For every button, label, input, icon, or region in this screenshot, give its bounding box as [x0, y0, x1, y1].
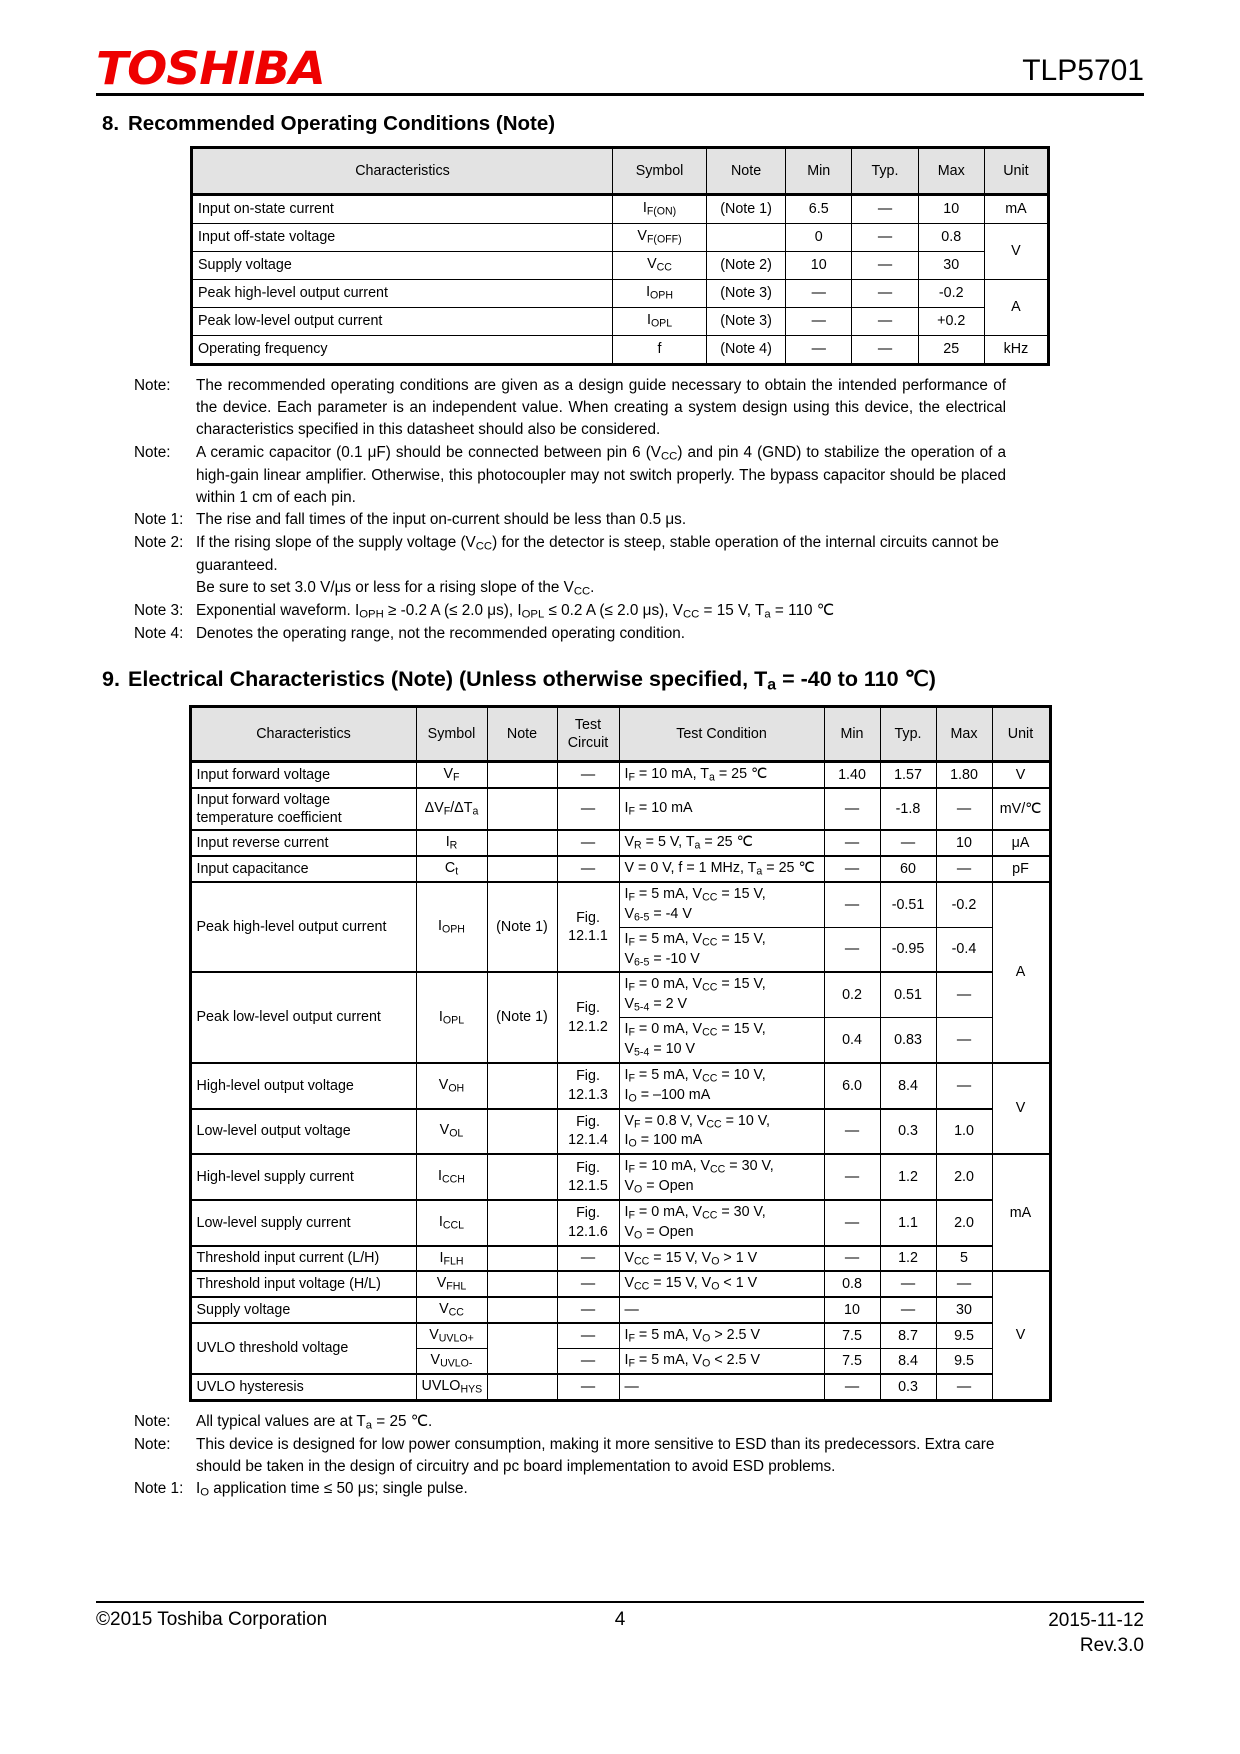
- col-min: Min: [786, 147, 852, 194]
- cell-min: —: [786, 335, 852, 364]
- cell-note: [487, 1063, 557, 1109]
- cell-max: —: [936, 1374, 992, 1400]
- note-2-part1: If the rising slope of the supply voltage (V: [196, 533, 476, 551]
- section-9-title-tail: = -40 to 110 ℃): [776, 667, 936, 692]
- electrical-characteristics-table: [189, 705, 1052, 1402]
- table-row: [190, 1271, 1050, 1297]
- cell-test-circuit: —: [557, 1348, 619, 1373]
- table-row: [190, 1154, 1050, 1200]
- cell-characteristics: Supply voltage: [192, 251, 613, 279]
- col-symbol: Symbol: [416, 706, 487, 761]
- cell-note: [707, 223, 786, 251]
- note-3-text: Exponential waveform. $I_{OPH} \ge -0.2$ A (≤ 2.0 μs), $I_{OPL} \le 0.2$ A (≤ 2.0 μs), $V_{CC} = 15$ V, $T_a = 110$ ℃: [196, 602, 834, 621]
- section-9-number: 9.: [102, 667, 120, 692]
- cell-symbol: $\Delta V_F/\Delta T_a$: [416, 788, 487, 831]
- section-8-title: Recommended Operating Conditions (Note): [128, 111, 556, 135]
- table-row: [190, 1109, 1050, 1155]
- cell-max: -0.2: [918, 279, 984, 307]
- note-b: [134, 442, 1144, 510]
- cell-min: —: [824, 1200, 880, 1246]
- cell-min: 0.8: [824, 1271, 880, 1297]
- copyright-text: ©2015 Toshiba Corporation: [96, 1609, 328, 1631]
- cell-min: —: [824, 882, 880, 927]
- note-1: [134, 1478, 1144, 1501]
- cell-typ: 8.4: [880, 1063, 936, 1109]
- cell-min: —: [824, 927, 880, 972]
- cell-characteristics: High-level output voltage: [190, 1063, 416, 1109]
- cell-test-circuit: —: [557, 1323, 619, 1348]
- cell-max: -0.2: [936, 882, 992, 927]
- section-9-notes: [134, 1411, 1144, 1502]
- cell-max: 30: [918, 251, 984, 279]
- cell-max: —: [936, 1018, 992, 1063]
- cell-test-condition: $I_F = 10$ mA, $T_a = 25$ ℃: [619, 761, 824, 787]
- cell-typ: —: [852, 307, 918, 335]
- cell-characteristics: Peak low-level output current: [192, 307, 613, 335]
- cell-unit: V: [984, 223, 1048, 279]
- cell-symbol: $V_{UVLO+}$: [416, 1323, 487, 1348]
- cell-max: 9.5: [936, 1323, 992, 1348]
- note-1-label: Note 1:: [134, 511, 184, 529]
- cell-test-condition: $V_{CC} = 15$ V, $V_O < 1$ V: [619, 1271, 824, 1297]
- cell-max: 1.0: [936, 1109, 992, 1155]
- cell-note: [487, 1200, 557, 1246]
- note-b-text: This device is designed for low power consumption, making it more sensitive to ESD than its predecessors. Extra care should be taken in the design of circuitry and pc board implementation to avoid ESD problems.: [196, 1435, 995, 1475]
- section-8-heading: [102, 112, 1144, 136]
- cell-min: —: [786, 279, 852, 307]
- cell-note: [487, 1374, 557, 1400]
- cell-max: 10: [918, 194, 984, 223]
- col-unit: Unit: [992, 706, 1050, 761]
- cell-typ: 1.1: [880, 1200, 936, 1246]
- cell-min: 0: [786, 223, 852, 251]
- note-a: [134, 1411, 1144, 1434]
- table-row: [190, 1200, 1050, 1246]
- cell-symbol: $I_{FLH}$: [416, 1246, 487, 1272]
- table-row: [192, 223, 1049, 251]
- cell-note: (Note 1): [487, 972, 557, 1062]
- cell-typ: —: [880, 1297, 936, 1323]
- cell-test-circuit: Fig. 12.1.3: [557, 1063, 619, 1109]
- cell-characteristics: Input forward voltage temperature coefficient: [190, 788, 416, 831]
- cell-test-condition: $V_R = 5$ V, $T_a = 25$ ℃: [619, 830, 824, 856]
- table-row: [192, 307, 1049, 335]
- col-max: Max: [918, 147, 984, 194]
- table-row: [190, 972, 1050, 1017]
- cell-max: 1.80: [936, 761, 992, 787]
- cell-typ: -0.95: [880, 927, 936, 972]
- cell-typ: —: [852, 279, 918, 307]
- cell-min: 10: [824, 1297, 880, 1323]
- cell-test-circuit: Fig. 12.1.5: [557, 1154, 619, 1200]
- cell-test-circuit: —: [557, 1271, 619, 1297]
- cell-note: (Note 1): [487, 882, 557, 972]
- cell-min: 7.5: [824, 1348, 880, 1373]
- note-2-line3-part1: Be sure to set 3.0 V/μs or less for a rising slope of the V: [196, 579, 574, 597]
- cell-min: 10: [786, 251, 852, 279]
- note-1-text: The rise and fall times of the input on-current should be less than 0.5 μs.: [196, 511, 687, 529]
- cell-characteristics: Low-level output voltage: [190, 1109, 416, 1155]
- cell-symbol: $I_{OPH}$: [613, 279, 707, 307]
- col-test-condition: Test Condition: [619, 706, 824, 761]
- footer-meta: [680, 1609, 1144, 1658]
- cell-note: [487, 1323, 557, 1374]
- cell-symbol: $UVLO_{HYS}$: [416, 1374, 487, 1400]
- cell-typ: 60: [880, 856, 936, 882]
- cell-test-condition: $I_F = 0$ mA, $V_{CC} = 15$ V, $V_{5-4} = 10$ V: [619, 1018, 824, 1063]
- table-header-row: [190, 706, 1050, 761]
- cell-characteristics: Peak low-level output current: [190, 972, 416, 1062]
- part-number: TLP5701: [1022, 53, 1144, 87]
- cell-unit: kHz: [984, 335, 1048, 364]
- note-2-part2: ) for the detector is steep, stable operation of the internal circuits cannot be guaranteed.: [196, 533, 999, 574]
- col-unit: Unit: [984, 147, 1048, 194]
- cell-characteristics: Input capacitance: [190, 856, 416, 882]
- cell-min: —: [824, 1374, 880, 1400]
- table-row: [192, 194, 1049, 223]
- cell-symbol: $I_{OPL}$: [416, 972, 487, 1062]
- cell-min: 6.0: [824, 1063, 880, 1109]
- cell-note: [487, 1297, 557, 1323]
- cell-note: [487, 830, 557, 856]
- cell-max: —: [936, 788, 992, 831]
- note-2-sub-cc: CC: [475, 540, 493, 553]
- cell-symbol: $I_{OPH}$: [416, 882, 487, 972]
- document-date: 2015-11-12: [1048, 1610, 1144, 1632]
- section-9-title-main: Electrical Characteristics (Note) (Unless otherwise specified, T: [128, 667, 768, 692]
- cell-note: (Note 1): [707, 194, 786, 223]
- cell-characteristics: Input off-state voltage: [192, 223, 613, 251]
- note-a-part1: All typical values are at T: [196, 1412, 366, 1430]
- cell-symbol: $V_{UVLO-}$: [416, 1348, 487, 1373]
- cell-max: +0.2: [918, 307, 984, 335]
- note-b-label: Note:: [134, 443, 171, 461]
- table-row: [190, 1323, 1050, 1348]
- note-2-label: Note 2:: [134, 533, 184, 551]
- cell-typ: 0.83: [880, 1018, 936, 1063]
- section-9-title-sub: a: [767, 676, 777, 694]
- table-body: [192, 194, 1049, 364]
- note-1-label: Note 1:: [134, 1480, 184, 1498]
- table-row: [190, 1246, 1050, 1272]
- cell-test-condition: $V_{CC} = 15$ V, $V_O > 1$ V: [619, 1246, 824, 1272]
- toshiba-logo: TOSHIBA: [96, 42, 325, 95]
- section-8-number: 8.: [102, 111, 120, 135]
- note-b-part2: F) should be connected between pin 6 (V: [376, 443, 661, 461]
- document-revision: Rev.3.0: [1079, 1634, 1144, 1656]
- col-max: Max: [936, 706, 992, 761]
- cell-symbol: $V_{F(OFF)}$: [613, 223, 707, 251]
- cell-test-condition: $I_F = 0$ mA, $V_{CC} = 30$ V, $V_O$ = Open: [619, 1200, 824, 1246]
- col-test-circuit: Test Circuit: [557, 706, 619, 761]
- cell-note: [487, 1154, 557, 1200]
- table-row: [190, 856, 1050, 882]
- cell-test-circuit: Fig. 12.1.2: [557, 972, 619, 1062]
- cell-characteristics: Peak high-level output current: [190, 882, 416, 972]
- table-row: [192, 251, 1049, 279]
- cell-max: —: [936, 1063, 992, 1109]
- note-a: [134, 375, 1144, 442]
- cell-test-condition: $I_F = 10$ mA, $V_{CC} = 30$ V, $V_O$ = Open: [619, 1154, 824, 1200]
- cell-test-circuit: —: [557, 788, 619, 831]
- note-4-label: Note 4:: [134, 625, 184, 643]
- cell-min: —: [824, 830, 880, 856]
- cell-test-circuit: —: [557, 830, 619, 856]
- cell-symbol: $V_{OH}$: [416, 1063, 487, 1109]
- table-body: [190, 761, 1050, 1400]
- cell-characteristics: Operating frequency: [192, 335, 613, 364]
- cell-characteristics: Supply voltage: [190, 1297, 416, 1323]
- cell-typ: 0.51: [880, 972, 936, 1017]
- table-row: [190, 761, 1050, 787]
- note-2-line3-part2: .: [590, 579, 595, 597]
- table-row: [190, 1063, 1050, 1109]
- cell-test-condition: $I_F = 5$ mA, $V_O > 2.5$ V: [619, 1323, 824, 1348]
- cell-typ: —: [852, 194, 918, 223]
- cell-test-condition: —: [619, 1297, 824, 1323]
- cell-note: [487, 761, 557, 787]
- cell-unit: A: [992, 882, 1050, 1063]
- cell-characteristics: Threshold input voltage (H/L): [190, 1271, 416, 1297]
- cell-min: 6.5: [786, 194, 852, 223]
- note-2: [134, 532, 1144, 577]
- cell-min: —: [824, 1109, 880, 1155]
- cell-characteristics: Input on-state current: [192, 194, 613, 223]
- cell-min: 0.4: [824, 1018, 880, 1063]
- cell-test-condition: $I_F = 0$ mA, $V_{CC} = 15$ V, $V_{5-4} = 2$ V: [619, 972, 824, 1017]
- table-row: [192, 279, 1049, 307]
- cell-unit: mA: [992, 1154, 1050, 1271]
- note-a-text: The recommended operating conditions are given as a design guide necessary to obtain the intended performance of the device. Each parameter is an independent value. When creating a system design using this device, the electrical characteristics specified in this datasheet should also be considered.: [196, 376, 1006, 439]
- cell-characteristics: High-level supply current: [190, 1154, 416, 1200]
- cell-unit: V: [992, 1271, 1050, 1400]
- cell-max: 5: [936, 1246, 992, 1272]
- note-a-label: Note:: [134, 376, 171, 394]
- cell-symbol: $I_{CCL}$: [416, 1200, 487, 1246]
- note-4-text: Denotes the operating range, not the recommended operating condition.: [196, 625, 685, 643]
- cell-typ: 8.7: [880, 1323, 936, 1348]
- cell-symbol: $I_{F(ON)}$: [613, 194, 707, 223]
- recommended-operating-conditions-table: [190, 146, 1050, 366]
- table-row: [190, 1374, 1050, 1400]
- col-symbol: Symbol: [613, 147, 707, 194]
- cell-note: [487, 788, 557, 831]
- cell-max: -0.4: [936, 927, 992, 972]
- cell-max: 0.8: [918, 223, 984, 251]
- cell-typ: —: [852, 251, 918, 279]
- cell-typ: 1.2: [880, 1246, 936, 1272]
- note-3: [134, 600, 1144, 623]
- note-4: [134, 623, 1144, 645]
- cell-unit: V: [992, 761, 1050, 787]
- cell-min: —: [824, 1246, 880, 1272]
- cell-note: (Note 3): [707, 279, 786, 307]
- col-characteristics: Characteristics: [192, 147, 613, 194]
- cell-test-circuit: —: [557, 1374, 619, 1400]
- cell-characteristics: UVLO threshold voltage: [190, 1323, 416, 1374]
- cell-characteristics: UVLO hysteresis: [190, 1374, 416, 1400]
- cell-test-condition: $I_F = 5$ mA, $V_O < 2.5$ V: [619, 1348, 824, 1373]
- cell-max: 2.0: [936, 1200, 992, 1246]
- cell-symbol: $I_R$: [416, 830, 487, 856]
- cell-typ: —: [880, 830, 936, 856]
- cell-max: 9.5: [936, 1348, 992, 1373]
- note-2-line3-sub-cc: CC: [573, 585, 591, 598]
- col-typ: Typ.: [880, 706, 936, 761]
- cell-note: [487, 1271, 557, 1297]
- cell-typ: —: [852, 335, 918, 364]
- col-note: Note: [487, 706, 557, 761]
- cell-characteristics: Input reverse current: [190, 830, 416, 856]
- cell-typ: 1.2: [880, 1154, 936, 1200]
- cell-min: —: [824, 856, 880, 882]
- cell-test-condition: $I_F = 10$ mA: [619, 788, 824, 831]
- section-8-notes: [134, 375, 1144, 646]
- cell-test-condition: $I_F = 5$ mA, $V_{CC} = 15$ V, $V_{6-5} = -10$ V: [619, 927, 824, 972]
- note-1: [134, 509, 1144, 531]
- document-header: [96, 0, 1144, 96]
- table-row: [190, 830, 1050, 856]
- cell-max: 2.0: [936, 1154, 992, 1200]
- cell-test-circuit: Fig. 12.1.6: [557, 1200, 619, 1246]
- cell-characteristics: Low-level supply current: [190, 1200, 416, 1246]
- cell-symbol: $V_F$: [416, 761, 487, 787]
- cell-max: 25: [918, 335, 984, 364]
- cell-symbol: f: [613, 335, 707, 364]
- table-header-row: [192, 147, 1049, 194]
- note-2-text: [196, 532, 1006, 577]
- cell-unit: mA: [984, 194, 1048, 223]
- table-row: [190, 788, 1050, 831]
- note-1-part1: I: [196, 1480, 201, 1498]
- cell-typ: —: [852, 223, 918, 251]
- note-b-part1: A ceramic capacitor (0.1: [196, 443, 368, 461]
- cell-note: (Note 2): [707, 251, 786, 279]
- cell-characteristics: Peak high-level output current: [192, 279, 613, 307]
- cell-test-circuit: —: [557, 856, 619, 882]
- cell-characteristics: Input forward voltage: [190, 761, 416, 787]
- cell-symbol: $V_{CC}$: [416, 1297, 487, 1323]
- cell-max: —: [936, 856, 992, 882]
- cell-typ: -0.51: [880, 882, 936, 927]
- cell-test-condition: V = 0 V, f = 1 MHz, $T_a = 25$ ℃: [619, 856, 824, 882]
- cell-unit: V: [992, 1063, 1050, 1154]
- cell-symbol: $I_{OPL}$: [613, 307, 707, 335]
- note-2-line3: [196, 577, 1006, 600]
- cell-symbol: $V_{CC}$: [613, 251, 707, 279]
- cell-symbol: $C_t$: [416, 856, 487, 882]
- cell-unit: mV/℃: [992, 788, 1050, 831]
- note-b-mu: μ: [367, 443, 377, 461]
- note-3-label: Note 3:: [134, 602, 184, 620]
- page-number: 4: [614, 1609, 626, 1631]
- cell-unit: μA: [992, 830, 1050, 856]
- cell-note: (Note 3): [707, 307, 786, 335]
- note-a-sub: a: [365, 1419, 373, 1432]
- cell-unit: A: [984, 279, 1048, 335]
- cell-max: 30: [936, 1297, 992, 1323]
- cell-max: —: [936, 1271, 992, 1297]
- cell-symbol: $V_{FHL}$: [416, 1271, 487, 1297]
- note-1-text: [196, 1478, 1006, 1501]
- note-b-sub-cc: CC: [661, 450, 678, 463]
- cell-max: 10: [936, 830, 992, 856]
- cell-min: 1.40: [824, 761, 880, 787]
- note-1-sub: O: [200, 1486, 210, 1499]
- document-footer: [96, 1601, 1144, 1658]
- table-row: [190, 1297, 1050, 1323]
- cell-min: 7.5: [824, 1323, 880, 1348]
- cell-min: —: [824, 1154, 880, 1200]
- cell-max: —: [936, 972, 992, 1017]
- table-row: [190, 882, 1050, 927]
- cell-note: [487, 1109, 557, 1155]
- note-b-text: [196, 442, 1006, 510]
- col-characteristics: Characteristics: [190, 706, 416, 761]
- cell-typ: 8.4: [880, 1348, 936, 1373]
- cell-min: 0.2: [824, 972, 880, 1017]
- cell-note: [487, 1246, 557, 1272]
- note-b-label: Note:: [134, 1435, 171, 1453]
- cell-min: —: [824, 788, 880, 831]
- cell-test-circuit: —: [557, 761, 619, 787]
- col-note: Note: [707, 147, 786, 194]
- cell-characteristics: Threshold input current (L/H): [190, 1246, 416, 1272]
- cell-note: (Note 4): [707, 335, 786, 364]
- table-row: [192, 335, 1049, 364]
- cell-test-circuit: —: [557, 1297, 619, 1323]
- note-1-part2: application time ≤ 50 μs; single pulse.: [209, 1480, 468, 1498]
- cell-test-condition: $I_F = 5$ mA, $V_{CC} = 15$ V, $V_{6-5} = -4$ V: [619, 882, 824, 927]
- cell-typ: 0.3: [880, 1109, 936, 1155]
- col-typ: Typ.: [852, 147, 918, 194]
- note-a-text: [196, 1411, 1006, 1434]
- cell-test-circuit: —: [557, 1246, 619, 1272]
- cell-test-condition: $I_F = 5$ mA, $V_{CC} = 10$ V, $I_O = -100$ mA: [619, 1063, 824, 1109]
- note-b: [134, 1434, 1144, 1479]
- cell-typ: 1.57: [880, 761, 936, 787]
- cell-min: —: [786, 307, 852, 335]
- cell-symbol: $I_{CCH}$: [416, 1154, 487, 1200]
- section-9-heading: [102, 667, 1144, 695]
- note-b-part3: ) and pin 4 (GND) to stabilize the operation of a high-gain linear amplifier. Otherwise, this photocoupler may not switch properly. The bypass capacitor should be placed within 1 cm of each pin.: [196, 443, 1006, 507]
- cell-test-circuit: Fig. 12.1.1: [557, 882, 619, 972]
- cell-note: [487, 856, 557, 882]
- cell-test-condition: $V_F = 0.8$ V, $V_{CC} = 10$ V, $I_O = 100$ mA: [619, 1109, 824, 1155]
- cell-typ: —: [880, 1271, 936, 1297]
- section-9-title: [128, 667, 936, 695]
- cell-typ: 0.3: [880, 1374, 936, 1400]
- note-a-part2: = 25 ℃.: [372, 1412, 433, 1430]
- cell-test-circuit: Fig. 12.1.4: [557, 1109, 619, 1155]
- cell-unit: pF: [992, 856, 1050, 882]
- cell-test-condition: —: [619, 1374, 824, 1400]
- cell-symbol: $V_{OL}$: [416, 1109, 487, 1155]
- note-a-label: Note:: [134, 1412, 171, 1430]
- cell-typ: -1.8: [880, 788, 936, 831]
- col-min: Min: [824, 706, 880, 761]
